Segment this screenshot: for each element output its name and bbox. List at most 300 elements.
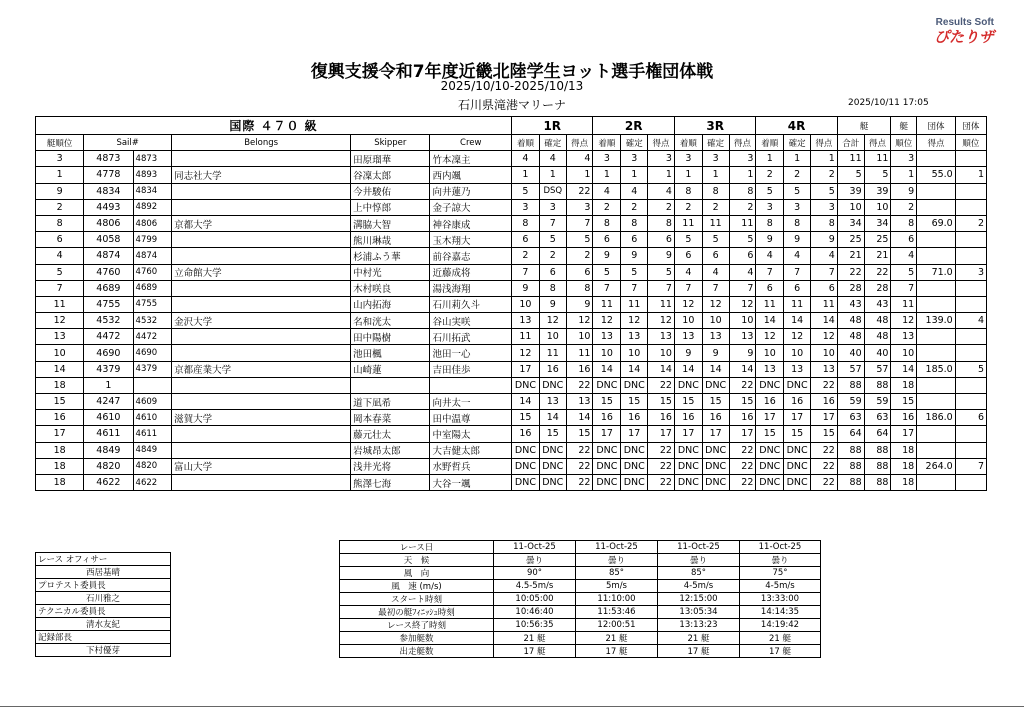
- sail-number-cell: 4689: [84, 280, 133, 296]
- belongs-cell: [172, 377, 351, 393]
- race-4-points-cell: 5: [811, 183, 838, 199]
- condition-value: 13:05:34: [658, 606, 740, 619]
- race-3-arrival-cell: 1: [674, 167, 702, 183]
- header-row-2: [36, 135, 987, 151]
- team-header: 団体: [917, 117, 956, 135]
- boat-rank-cell: 15: [36, 394, 84, 410]
- race-3-confirmed-cell: 6: [702, 248, 729, 264]
- race-2-arrival-cell: 2: [593, 199, 621, 215]
- race-2-points-cell: 22: [648, 474, 675, 490]
- crew-cell: 吉田佳歩: [430, 361, 512, 377]
- race-2-arrival-cell: 9: [593, 248, 621, 264]
- r4-arrival-header: 着順: [756, 135, 784, 151]
- condition-value: 13:33:00: [740, 593, 821, 606]
- score-cell: 43: [864, 296, 891, 312]
- race-1-arrival-cell: 7: [512, 264, 540, 280]
- race-2-confirmed-cell: DNC: [621, 458, 648, 474]
- boat-rank-cell: 2: [36, 199, 84, 215]
- race-2-confirmed-cell: 15: [621, 394, 648, 410]
- sail-number-cell: 4690: [84, 345, 133, 361]
- final-rank-cell: 18: [891, 474, 917, 490]
- race-2-points-cell: 11: [648, 296, 675, 312]
- score-cell: 64: [864, 426, 891, 442]
- team-rank-cell: [955, 426, 986, 442]
- sail-number-alt-cell: 4874: [133, 248, 172, 264]
- team-rank-cell: 1: [955, 167, 986, 183]
- condition-value: 75°: [740, 567, 821, 580]
- table-row: [36, 361, 987, 377]
- r3-points-header: 得点: [729, 135, 756, 151]
- race-3-points-cell: 9: [729, 345, 756, 361]
- race-2-arrival-cell: 13: [593, 329, 621, 345]
- sail-number-cell: 4873: [84, 151, 133, 167]
- print-timestamp: 2025/10/11 17:05: [848, 98, 929, 108]
- condition-value: 5m/s: [576, 580, 658, 593]
- race-1-points-cell: 13: [566, 394, 593, 410]
- race-4-confirmed-cell: 13: [784, 361, 811, 377]
- race-1-confirmed-cell: DNC: [539, 474, 566, 490]
- team-points-cell: [917, 442, 956, 458]
- race-4-confirmed-cell: 14: [784, 313, 811, 329]
- final-rank-cell: 10: [891, 345, 917, 361]
- race-3-confirmed-cell: 7: [702, 280, 729, 296]
- race-1-points-cell: 8: [566, 280, 593, 296]
- condition-value: 11:10:00: [576, 593, 658, 606]
- sail-number-alt-cell: 4849: [133, 442, 172, 458]
- race-1-confirmed-cell: 2: [539, 248, 566, 264]
- final-rank-cell: 15: [891, 394, 917, 410]
- race-3-arrival-cell: DNC: [674, 458, 702, 474]
- sail-number-cell: 4532: [84, 313, 133, 329]
- skipper-cell: 道下凪希: [351, 394, 430, 410]
- race-3-points-cell: 1: [729, 167, 756, 183]
- final-rank-cell: 9: [891, 183, 917, 199]
- official-role: プロテスト委員長: [36, 579, 171, 592]
- condition-row: [340, 645, 821, 658]
- crew-cell: 向井太一: [430, 394, 512, 410]
- score-cell: 48: [864, 313, 891, 329]
- skipper-cell: 杉浦ふう華: [351, 248, 430, 264]
- race-2-confirmed-cell: DNC: [621, 442, 648, 458]
- race-2-arrival-cell: 11: [593, 296, 621, 312]
- team-rank-cell: 2: [955, 215, 986, 231]
- race-1-confirmed-cell: 13: [539, 394, 566, 410]
- belongs-cell: 滋賀大学: [172, 410, 351, 426]
- total-cell: 48: [837, 313, 864, 329]
- race-3-points-cell: 4: [729, 264, 756, 280]
- race-3-confirmed-cell: 9: [702, 345, 729, 361]
- team-rank-cell: [955, 199, 986, 215]
- total-cell: 64: [837, 426, 864, 442]
- crew-cell: 石川拓武: [430, 329, 512, 345]
- boat-rank-cell: 9: [36, 183, 84, 199]
- skipper-cell: 浅井光将: [351, 458, 430, 474]
- team-rank-cell: 6: [955, 410, 986, 426]
- race-2-arrival-cell: DNC: [593, 442, 621, 458]
- race-1-arrival-cell: 13: [512, 313, 540, 329]
- r1-points-header: 得点: [566, 135, 593, 151]
- belongs-cell: [172, 232, 351, 248]
- team-rank-cell: [955, 248, 986, 264]
- race-3-confirmed-cell: 8: [702, 183, 729, 199]
- race-2-points-cell: 22: [648, 442, 675, 458]
- sail-number-alt-cell: 4834: [133, 183, 172, 199]
- crew-cell: 前谷嘉志: [430, 248, 512, 264]
- r3-arrival-header: 着順: [674, 135, 702, 151]
- race-3-confirmed-cell: DNC: [702, 474, 729, 490]
- race-1-points-cell: 22: [566, 442, 593, 458]
- total-cell: 88: [837, 474, 864, 490]
- race-4-arrival-cell: 14: [756, 313, 784, 329]
- table-row: [36, 329, 987, 345]
- race-2-arrival-cell: 12: [593, 313, 621, 329]
- skipper-cell: 木村咲良: [351, 280, 430, 296]
- condition-label: スタート時刻: [340, 593, 494, 606]
- condition-label: レース日: [340, 541, 494, 554]
- official-name-row: [36, 566, 171, 579]
- score-sub-header: 得点: [864, 135, 891, 151]
- sail-number-alt-cell: 4690: [133, 345, 172, 361]
- skipper-cell: 岡本春菜: [351, 410, 430, 426]
- race-2-points-cell: 8: [648, 215, 675, 231]
- condition-row: [340, 593, 821, 606]
- race-3-arrival-cell: 8: [674, 183, 702, 199]
- table-row: [36, 313, 987, 329]
- team-points-cell: 139.0: [917, 313, 956, 329]
- race-4-confirmed-cell: 11: [784, 296, 811, 312]
- event-venue: 石川県滝港マリーナ: [457, 98, 566, 112]
- race-4-arrival-cell: 1: [756, 151, 784, 167]
- final-rank-cell: 17: [891, 426, 917, 442]
- condition-value: 11-Oct-25: [658, 541, 740, 554]
- condition-value: 21 艇: [740, 632, 821, 645]
- boat-rank-cell: 4: [36, 248, 84, 264]
- race-2-confirmed-cell: 4: [621, 183, 648, 199]
- race-3-confirmed-cell: 17: [702, 426, 729, 442]
- race-1-confirmed-cell: 8: [539, 280, 566, 296]
- belongs-cell: [172, 426, 351, 442]
- race-3-confirmed-cell: 16: [702, 410, 729, 426]
- team-rank-cell: 3: [955, 264, 986, 280]
- score-cell: 88: [864, 458, 891, 474]
- score-cell: 39: [864, 183, 891, 199]
- race-4-arrival-cell: 2: [756, 167, 784, 183]
- boat-rank-cell: 14: [36, 361, 84, 377]
- condition-row: [340, 632, 821, 645]
- condition-label: 風 向: [340, 567, 494, 580]
- table-row: [36, 394, 987, 410]
- sail-number-alt-cell: 4472: [133, 329, 172, 345]
- race-4-points-cell: 6: [811, 280, 838, 296]
- race-2-points-cell: 9: [648, 248, 675, 264]
- race-3-arrival-cell: 4: [674, 264, 702, 280]
- condition-row: [340, 580, 821, 593]
- team-points-cell: [917, 329, 956, 345]
- condition-value: 17 艇: [658, 645, 740, 658]
- race-1-arrival-cell: 5: [512, 183, 540, 199]
- final-rank-cell: 14: [891, 361, 917, 377]
- race-4-confirmed-cell: DNC: [784, 442, 811, 458]
- total-cell: 59: [837, 394, 864, 410]
- skipper-cell: 中村光: [351, 264, 430, 280]
- race-3-points-cell: 17: [729, 426, 756, 442]
- sail-number-alt-cell: 4892: [133, 199, 172, 215]
- belongs-cell: 京都産業大学: [172, 361, 351, 377]
- final-rank-cell: 4: [891, 248, 917, 264]
- race-4-confirmed-cell: 10: [784, 345, 811, 361]
- race-3-confirmed-cell: 1: [702, 167, 729, 183]
- race-4-arrival-cell: 4: [756, 248, 784, 264]
- race-2-points-cell: 5: [648, 264, 675, 280]
- race-4-confirmed-cell: 8: [784, 215, 811, 231]
- sail-number-alt-cell: 4755: [133, 296, 172, 312]
- team-rank-cell: [955, 296, 986, 312]
- race-2-confirmed-cell: DNC: [621, 474, 648, 490]
- race-2-confirmed-cell: 10: [621, 345, 648, 361]
- score-cell: 88: [864, 474, 891, 490]
- col-rank-header: 艇順位: [36, 135, 84, 151]
- race-2-confirmed-cell: 11: [621, 296, 648, 312]
- race-4-points-cell: 13: [811, 361, 838, 377]
- skipper-cell: 田原瑠華: [351, 151, 430, 167]
- race-4-confirmed-cell: 7: [784, 264, 811, 280]
- total-cell: 5: [837, 167, 864, 183]
- race-4-points-cell: 9: [811, 232, 838, 248]
- race-3-arrival-cell: 3: [674, 151, 702, 167]
- condition-label: 風 速 (m/s): [340, 580, 494, 593]
- race-1-points-cell: 16: [566, 361, 593, 377]
- race-2-arrival-cell: 5: [593, 264, 621, 280]
- team-rank-header: 団体: [955, 117, 986, 135]
- race-2-confirmed-cell: 3: [621, 151, 648, 167]
- race-4-arrival-cell: 3: [756, 199, 784, 215]
- race-2-points-cell: 7: [648, 280, 675, 296]
- race-1-arrival-cell: DNC: [512, 474, 540, 490]
- condition-value: 17 艇: [576, 645, 658, 658]
- r4-confirmed-header: 確定: [784, 135, 811, 151]
- col-sail-header: Sail#: [84, 135, 172, 151]
- race-4-points-cell: 7: [811, 264, 838, 280]
- race-1-confirmed-cell: 9: [539, 296, 566, 312]
- condition-label: 参加艇数: [340, 632, 494, 645]
- crew-cell: 池田一心: [430, 345, 512, 361]
- race-2-arrival-cell: 15: [593, 394, 621, 410]
- sail-number-cell: 4820: [84, 458, 133, 474]
- score-cell: 11: [864, 151, 891, 167]
- race-1-points-cell: 11: [566, 345, 593, 361]
- condition-label: 天 候: [340, 554, 494, 567]
- r1-arrival-header: 着順: [512, 135, 540, 151]
- boat-rank-cell: 1: [36, 167, 84, 183]
- condition-value: 21 艇: [658, 632, 740, 645]
- final-rank-cell: 16: [891, 410, 917, 426]
- team-points-cell: 264.0: [917, 458, 956, 474]
- race-1-points-cell: 6: [566, 264, 593, 280]
- belongs-cell: [172, 329, 351, 345]
- boat-rank-cell: 10: [36, 345, 84, 361]
- event-dates: 2025/10/10-2025/10/13: [440, 79, 584, 93]
- race-3-points-cell: 22: [729, 377, 756, 393]
- condition-value: 21 艇: [494, 632, 576, 645]
- skipper-cell: 上中惇郎: [351, 199, 430, 215]
- final-rank-cell: 18: [891, 442, 917, 458]
- total-cell: 10: [837, 199, 864, 215]
- table-row: [36, 264, 987, 280]
- race-4-confirmed-cell: 17: [784, 410, 811, 426]
- total-cell: 11: [837, 151, 864, 167]
- team-points-cell: [917, 426, 956, 442]
- boat-rank-cell: 18: [36, 442, 84, 458]
- race-1-points-cell: 9: [566, 296, 593, 312]
- official-role: レース オフィサー: [36, 553, 171, 566]
- race-2-points-cell: 3: [648, 151, 675, 167]
- total-cell: 34: [837, 215, 864, 231]
- crew-cell: 湯浅海翔: [430, 280, 512, 296]
- race-1-points-cell: 7: [566, 215, 593, 231]
- race-3-arrival-cell: 11: [674, 215, 702, 231]
- race-4-arrival-cell: 5: [756, 183, 784, 199]
- race-3-arrival-cell: 13: [674, 329, 702, 345]
- race-4-arrival-cell: 9: [756, 232, 784, 248]
- crew-cell: 近藤成将: [430, 264, 512, 280]
- race-1-points-cell: 15: [566, 426, 593, 442]
- crew-cell: 水野哲兵: [430, 458, 512, 474]
- final-rank-cell: 18: [891, 458, 917, 474]
- team-rank-cell: [955, 474, 986, 490]
- score-cell: 48: [864, 329, 891, 345]
- race-2-points-cell: 13: [648, 329, 675, 345]
- crew-cell: 谷山実咲: [430, 313, 512, 329]
- race-1-arrival-cell: 16: [512, 426, 540, 442]
- race-2-arrival-cell: 6: [593, 232, 621, 248]
- condition-value: 85°: [576, 567, 658, 580]
- race-1-arrival-cell: 11: [512, 329, 540, 345]
- team-rank-sub-header: 順位: [955, 135, 986, 151]
- crew-cell: 大谷一颯: [430, 474, 512, 490]
- race-1-arrival-cell: DNC: [512, 377, 540, 393]
- crew-cell: 玉木翔大: [430, 232, 512, 248]
- skipper-cell: [351, 377, 430, 393]
- race-1-confirmed-cell: 14: [539, 410, 566, 426]
- table-row: [36, 280, 987, 296]
- final-rank-cell: 2: [891, 199, 917, 215]
- race-3-points-cell: 3: [729, 151, 756, 167]
- officials-table: [35, 552, 171, 657]
- sail-number-alt-cell: 4820: [133, 458, 172, 474]
- team-rank-cell: [955, 151, 986, 167]
- race-2-confirmed-cell: 16: [621, 410, 648, 426]
- skipper-cell: 名和洸太: [351, 313, 430, 329]
- race-1-arrival-cell: 9: [512, 280, 540, 296]
- boat-rank-header: 艇: [891, 117, 917, 135]
- skipper-cell: 藤元壮太: [351, 426, 430, 442]
- official-name: 清水友紀: [36, 618, 171, 631]
- race-4-arrival-cell: 6: [756, 280, 784, 296]
- sail-number-cell: 4849: [84, 442, 133, 458]
- race-2-points-cell: 16: [648, 410, 675, 426]
- score-cell: 34: [864, 215, 891, 231]
- total-cell: 63: [837, 410, 864, 426]
- race-4-arrival-cell: 8: [756, 215, 784, 231]
- score-cell: 88: [864, 442, 891, 458]
- final-rank-cell: 3: [891, 151, 917, 167]
- total-cell: 28: [837, 280, 864, 296]
- race-2-points-cell: 10: [648, 345, 675, 361]
- condition-value: 曇り: [576, 554, 658, 567]
- race-3-arrival-cell: 17: [674, 426, 702, 442]
- team-rank-cell: [955, 394, 986, 410]
- sail-number-cell: 4472: [84, 329, 133, 345]
- team-rank-cell: [955, 377, 986, 393]
- official-role-row: [36, 553, 171, 566]
- condition-row: [340, 567, 821, 580]
- team-rank-cell: [955, 280, 986, 296]
- score-cell: 22: [864, 264, 891, 280]
- final-rank-cell: 12: [891, 313, 917, 329]
- sail-number-cell: 4622: [84, 474, 133, 490]
- skipper-cell: 今井駿佑: [351, 183, 430, 199]
- race-3-points-cell: 11: [729, 215, 756, 231]
- score-cell: 57: [864, 361, 891, 377]
- race-3-arrival-cell: DNC: [674, 377, 702, 393]
- race-2-points-cell: 22: [648, 458, 675, 474]
- official-name-row: [36, 644, 171, 657]
- boat-rank-cell: 6: [36, 232, 84, 248]
- total-cell: 21: [837, 248, 864, 264]
- race-1-points-cell: 22: [566, 474, 593, 490]
- condition-value: 曇り: [658, 554, 740, 567]
- belongs-cell: [172, 345, 351, 361]
- condition-value: 4-5m/s: [658, 580, 740, 593]
- rank-sub-header: 順位: [891, 135, 917, 151]
- condition-row: [340, 606, 821, 619]
- race-1-arrival-cell: DNC: [512, 458, 540, 474]
- r4-points-header: 得点: [811, 135, 838, 151]
- race-3-confirmed-cell: DNC: [702, 442, 729, 458]
- race-1-arrival-cell: 15: [512, 410, 540, 426]
- total-cell: 25: [837, 232, 864, 248]
- team-points-cell: [917, 199, 956, 215]
- race-2-arrival-cell: 10: [593, 345, 621, 361]
- boat-rank-cell: 7: [36, 280, 84, 296]
- race-3-confirmed-cell: 14: [702, 361, 729, 377]
- race-1-confirmed-cell: 4: [539, 151, 566, 167]
- crew-cell: 神谷康成: [430, 215, 512, 231]
- race-1-arrival-cell: 2: [512, 248, 540, 264]
- skipper-cell: 田中陽樹: [351, 329, 430, 345]
- race-1-confirmed-cell: DSQ: [539, 183, 566, 199]
- condition-value: 13:13:23: [658, 619, 740, 632]
- crew-cell: 西内颯: [430, 167, 512, 183]
- race-4-arrival-cell: DNC: [756, 458, 784, 474]
- crew-cell: 石川莉久斗: [430, 296, 512, 312]
- table-row: [36, 442, 987, 458]
- sail-number-cell: 4834: [84, 183, 133, 199]
- race-4-confirmed-cell: 2: [784, 167, 811, 183]
- total-header: 合計: [837, 135, 864, 151]
- total-cell: 40: [837, 345, 864, 361]
- r1-confirmed-header: 確定: [539, 135, 566, 151]
- race-3-points-cell: 15: [729, 394, 756, 410]
- race-1-confirmed-cell: 6: [539, 264, 566, 280]
- race-2-arrival-cell: DNC: [593, 474, 621, 490]
- skipper-cell: 谷凜太郎: [351, 167, 430, 183]
- race-2-points-cell: 12: [648, 313, 675, 329]
- race-3-points-cell: 8: [729, 183, 756, 199]
- condition-label: 最初の艇ﾌｨﾆｯｼｭ時刻: [340, 606, 494, 619]
- race-3-points-cell: 6: [729, 248, 756, 264]
- sail-number-alt-cell: 4873: [133, 151, 172, 167]
